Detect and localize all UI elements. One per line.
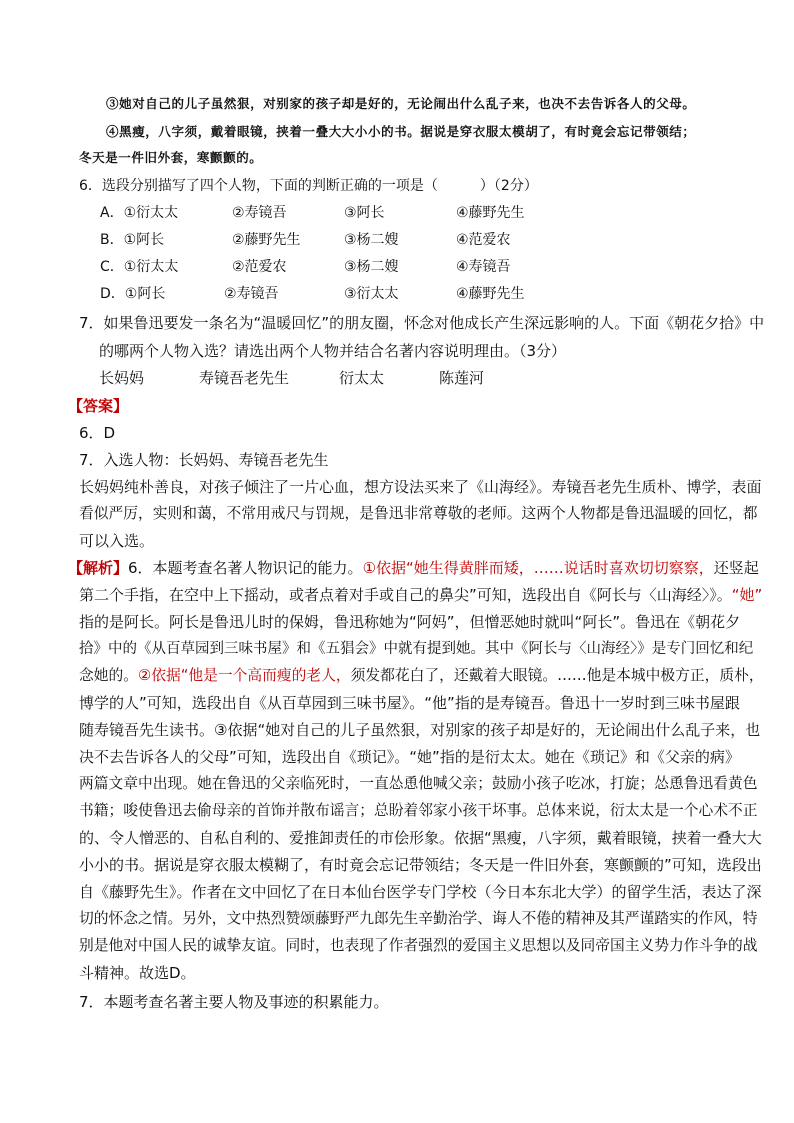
answer-reason-2: 看似严厉，实则和蔼，不常用戒尺与罚规，是鲁迅非常尊敬的老师。这两个人物都是鲁迅温暖的回忆，都	[79, 505, 758, 522]
analysis-l5-red: ②依据“他是一个高而瘦的老人，	[138, 667, 351, 684]
q6-a-4: ④藤野先生	[456, 205, 525, 221]
analysis-line-1	[68, 558, 759, 578]
analysis-line-5	[79, 666, 764, 686]
analysis-line-12: 小小的书。据说是穿衣服太模糊了，有时竟会忘记带领结；冬天是一件旧外套，寒颤颤的”可知，选段出	[79, 856, 762, 874]
q7-choice-4: 陈莲河	[439, 369, 485, 387]
q7-stem-2: 的哪两个人物入选？请选出两个人物并结合名著内容说明理由。（3分）	[99, 342, 567, 360]
q6-b-3: ③杨二嫂	[344, 232, 399, 248]
answer-6: 6．D	[79, 424, 116, 442]
q6-c-1: C．①衍太太	[100, 259, 179, 275]
q6-b-4: ④范爱农	[456, 232, 511, 248]
analysis-line-4: 拾》中的《从百草园到三味书屋》和《五猖会》中就有提到她。其中《阿长与〈山海经〉》是专门回忆和纪	[79, 641, 754, 657]
answer-reason-3: 可以入选。	[79, 532, 155, 550]
q6-b-2: ②藤野先生	[232, 232, 301, 248]
analysis-l5-end: 须发都花白了，还戴着大眼镜。……他是本城中极方正，质朴，	[350, 667, 764, 684]
excerpt-line-4b: 冬天是一件旧外套，寒颤颤的。	[79, 150, 263, 165]
analysis-line-2	[79, 585, 762, 605]
analysis-line-16: 斗精神。故选D。	[79, 964, 196, 982]
excerpt-line-3: ③她对自己的儿子虽然狠，对别家的孩子却是好的，无论闹出什么乱子来，也决不去告诉各人的父母。	[106, 96, 696, 111]
analysis-l2-black: 第二个手指，在空中上下摇动，或者点着对手或自己的鼻尖”可知，选段出自《阿长与〈山海经〉》。	[79, 586, 732, 604]
answer-label: 【答案】	[68, 397, 129, 415]
analysis-line-11: 的、令人憎恶的、自私自利的、爱推卸责任的市侩形象。依据“黑瘦，八字须，戴着眼镜，挟着一叠大大	[79, 829, 762, 847]
q6-b-1: B．①阿长	[100, 232, 165, 248]
answer-7: 7．入选人物：长妈妈、寿镜吾老先生	[79, 451, 329, 469]
analysis-line-15: 别是他对中国人民的诚挚友谊。同时，也表现了作者强烈的爱国主义思想以及同帝国主义势力作斗争的战	[79, 937, 758, 954]
q6-option-d	[100, 284, 525, 304]
q7-choices	[99, 368, 484, 388]
q6-d-4: ④藤野先生	[456, 286, 525, 302]
analysis-line-13: 自《藤野先生》。作者在文中回忆了在日本仙台医学专门学校（今日本东北大学）的留学生活，表达了深	[79, 883, 762, 901]
analysis-l2-red: “她”	[731, 586, 763, 604]
q6-a-2: ②寿镜吾	[232, 205, 287, 221]
q6-a-3: ③阿长	[344, 205, 385, 221]
analysis-line-8: 决不去告诉各人的父母”可知，选段出自《琐记》。“她”指的是衍太太。她在《琐记》和《父亲的病》	[79, 748, 740, 766]
q6-d-1: D．①阿长	[100, 286, 166, 302]
analysis-line-9: 两篇文章中出现。她在鲁迅的父亲临死时，一直怂恿他喊父亲；鼓励小孩子吃冰，打旋；怂恿鲁迅看黄色	[79, 775, 758, 792]
q6-stem: 6．选段分别描写了四个人物，下面的判断正确的一项是（ ）（2分）	[79, 178, 538, 194]
q6-d-2: ②寿镜吾	[224, 286, 279, 302]
analysis-line-10: 书籍；唆使鲁迅去偷母亲的首饰并散布谣言；总盼着邻家小孩干坏事。总体来说，衍太太是一个心术不正	[79, 802, 758, 819]
excerpt-line-4a: ④黑瘦，八字须，戴着眼镜，挟着一叠大大小小的书。据说是穿衣服太模胡了，有时竟会忘记带领结；	[106, 124, 696, 139]
q7-choice-2: 寿镜吾老先生	[199, 369, 290, 387]
analysis-line-14: 切的怀念之情。另外，文中热烈赞颂藤野严九郎先生辛勤治学、诲人不倦的精神及其严谨踏实的作风，特	[79, 910, 758, 927]
q6-c-4: ④寿镜吾	[456, 259, 511, 275]
analysis-l1-black: 6．本题考查名著人物识记的能力。	[128, 559, 363, 577]
q6-option-c	[100, 257, 511, 277]
q6-c-3: ③杨二嫂	[344, 259, 399, 275]
answer-reason-1: 长妈妈纯朴善良，对孩子倾注了一片心血，想方设法买来了《山海经》。寿镜吾老先生质朴、博学，表面	[79, 478, 762, 496]
q6-option-b	[100, 230, 511, 250]
q6-c-2: ②范爱农	[232, 259, 287, 275]
analysis-label: 【解析】	[68, 559, 129, 577]
q7-choice-1: 长妈妈	[99, 369, 145, 387]
q6-a-1: A．①衍太太	[100, 205, 179, 221]
analysis-line-3: 指的是阿长。阿长是鲁迅儿时的保姆，鲁迅称她为“阿妈”，但憎恶她时就叫“阿长”。鲁迅在《朝花夕	[79, 613, 741, 631]
analysis-line-17: 7．本题考查名著主要人物及事迹的积累能力。	[79, 993, 389, 1011]
q6-d-3: ③衍太太	[344, 286, 399, 302]
analysis-l1-red: ①依据“她生得黄胖而矮，……说话时喜欢切切察察，	[362, 559, 714, 577]
q7-stem-1: 7．如果鲁迅要发一条名为“温暖回忆”的朋友圈，怀念对他成长产生深远影响的人。下面《朝花夕拾》中	[79, 314, 765, 332]
analysis-l5-black: 念她的。	[79, 667, 138, 684]
analysis-line-6: 博学的人”可知，选段出自《从百草园到三味书屋》。“他”指的是寿镜吾。鲁迅十一岁时到三味书屋跟	[79, 694, 740, 712]
analysis-line-7: 随寿镜吾先生读书。③依据“她对自己的儿子虽然狠，对别家的孩子却是好的，无论闹出什么乱子来，也	[79, 721, 761, 739]
analysis-l1-end: 还竖起	[713, 559, 759, 577]
q7-choice-3: 衍太太	[339, 369, 385, 387]
q6-option-a	[100, 203, 525, 223]
